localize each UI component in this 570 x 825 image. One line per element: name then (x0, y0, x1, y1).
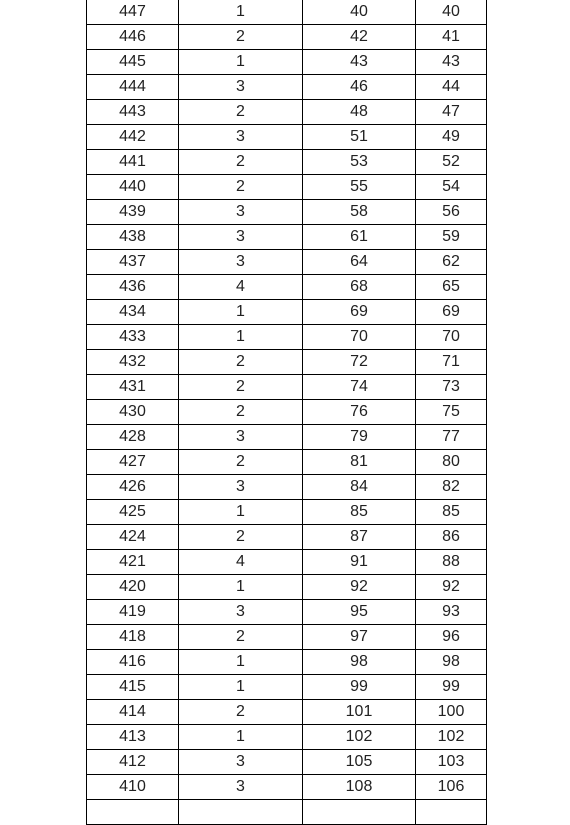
count-cell: 3 (179, 200, 303, 225)
cumulative-cell: 42 (303, 25, 416, 50)
count-cell: 2 (179, 375, 303, 400)
count-cell (179, 800, 303, 825)
score-cell: 420 (87, 575, 179, 600)
rank-cell: 52 (416, 150, 487, 175)
cumulative-cell: 98 (303, 650, 416, 675)
rank-cell: 71 (416, 350, 487, 375)
cumulative-cell: 92 (303, 575, 416, 600)
count-cell: 3 (179, 775, 303, 800)
table-row (87, 650, 487, 675)
rank-cell: 98 (416, 650, 487, 675)
count-cell: 1 (179, 575, 303, 600)
count-cell: 3 (179, 250, 303, 275)
cumulative-cell: 81 (303, 450, 416, 475)
score-cell: 437 (87, 250, 179, 275)
cumulative-cell: 84 (303, 475, 416, 500)
rank-cell: 59 (416, 225, 487, 250)
score-cell: 446 (87, 25, 179, 50)
rank-cell: 73 (416, 375, 487, 400)
count-cell: 1 (179, 650, 303, 675)
cumulative-cell: 102 (303, 725, 416, 750)
table-row (87, 25, 487, 50)
table-row (87, 425, 487, 450)
rank-cell: 80 (416, 450, 487, 475)
count-cell: 2 (179, 150, 303, 175)
count-cell: 1 (179, 325, 303, 350)
score-cell: 416 (87, 650, 179, 675)
count-cell: 2 (179, 25, 303, 50)
cumulative-cell: 87 (303, 525, 416, 550)
score-table-body (87, 0, 487, 825)
score-cell: 440 (87, 175, 179, 200)
score-cell: 442 (87, 125, 179, 150)
table-row (87, 800, 487, 825)
score-cell: 418 (87, 625, 179, 650)
score-cell: 430 (87, 400, 179, 425)
cumulative-cell: 69 (303, 300, 416, 325)
count-cell: 2 (179, 525, 303, 550)
table-row (87, 0, 487, 25)
score-cell: 421 (87, 550, 179, 575)
rank-cell: 82 (416, 475, 487, 500)
score-cell: 414 (87, 700, 179, 725)
score-cell: 436 (87, 275, 179, 300)
rank-cell: 92 (416, 575, 487, 600)
rank-cell: 102 (416, 725, 487, 750)
count-cell: 4 (179, 550, 303, 575)
cumulative-cell: 48 (303, 100, 416, 125)
rank-cell: 47 (416, 100, 487, 125)
table-row (87, 725, 487, 750)
table-row (87, 625, 487, 650)
score-cell: 431 (87, 375, 179, 400)
rank-cell: 106 (416, 775, 487, 800)
count-cell: 3 (179, 475, 303, 500)
score-cell: 443 (87, 100, 179, 125)
rank-cell: 96 (416, 625, 487, 650)
cumulative-cell: 40 (303, 0, 416, 25)
rank-cell: 44 (416, 75, 487, 100)
count-cell: 2 (179, 350, 303, 375)
table-row (87, 275, 487, 300)
table-row (87, 575, 487, 600)
rank-cell: 93 (416, 600, 487, 625)
score-cell: 412 (87, 750, 179, 775)
score-cell: 447 (87, 0, 179, 25)
table-row (87, 175, 487, 200)
table-row (87, 350, 487, 375)
table-row (87, 150, 487, 175)
rank-cell: 56 (416, 200, 487, 225)
rank-cell: 88 (416, 550, 487, 575)
count-cell: 4 (179, 275, 303, 300)
cumulative-cell: 72 (303, 350, 416, 375)
count-cell: 1 (179, 725, 303, 750)
score-cell: 410 (87, 775, 179, 800)
count-cell: 3 (179, 75, 303, 100)
cumulative-cell: 43 (303, 50, 416, 75)
count-cell: 1 (179, 675, 303, 700)
score-cell: 426 (87, 475, 179, 500)
rank-cell: 70 (416, 325, 487, 350)
rank-cell: 99 (416, 675, 487, 700)
score-cell: 424 (87, 525, 179, 550)
cumulative-cell: 85 (303, 500, 416, 525)
score-cell: 432 (87, 350, 179, 375)
count-cell: 1 (179, 300, 303, 325)
table-row (87, 500, 487, 525)
score-cell: 428 (87, 425, 179, 450)
count-cell: 1 (179, 0, 303, 25)
cumulative-cell: 55 (303, 175, 416, 200)
table-row (87, 750, 487, 775)
rank-cell: 41 (416, 25, 487, 50)
cumulative-cell: 95 (303, 600, 416, 625)
cumulative-cell: 101 (303, 700, 416, 725)
cumulative-cell: 58 (303, 200, 416, 225)
cumulative-cell: 46 (303, 75, 416, 100)
score-cell: 441 (87, 150, 179, 175)
rank-cell: 65 (416, 275, 487, 300)
table-row (87, 525, 487, 550)
rank-cell (416, 800, 487, 825)
cumulative-cell: 74 (303, 375, 416, 400)
table-row (87, 300, 487, 325)
table-row (87, 550, 487, 575)
count-cell: 3 (179, 125, 303, 150)
cumulative-cell: 64 (303, 250, 416, 275)
rank-cell: 103 (416, 750, 487, 775)
score-cell: 427 (87, 450, 179, 475)
table-row (87, 375, 487, 400)
rank-cell: 54 (416, 175, 487, 200)
cumulative-cell: 105 (303, 750, 416, 775)
rank-cell: 75 (416, 400, 487, 425)
count-cell: 1 (179, 500, 303, 525)
cumulative-cell: 51 (303, 125, 416, 150)
table-row (87, 125, 487, 150)
table-row (87, 700, 487, 725)
rank-cell: 77 (416, 425, 487, 450)
table-row (87, 775, 487, 800)
count-cell: 3 (179, 225, 303, 250)
table-row (87, 450, 487, 475)
cumulative-cell: 108 (303, 775, 416, 800)
count-cell: 2 (179, 100, 303, 125)
cumulative-cell (303, 800, 416, 825)
score-cell: 413 (87, 725, 179, 750)
table-row (87, 400, 487, 425)
score-cell: 438 (87, 225, 179, 250)
rank-cell: 49 (416, 125, 487, 150)
count-cell: 2 (179, 700, 303, 725)
score-cell: 444 (87, 75, 179, 100)
cumulative-cell: 68 (303, 275, 416, 300)
count-cell: 3 (179, 600, 303, 625)
count-cell: 3 (179, 425, 303, 450)
score-cell: 439 (87, 200, 179, 225)
count-cell: 2 (179, 450, 303, 475)
table-row (87, 100, 487, 125)
rank-cell: 62 (416, 250, 487, 275)
score-cell: 433 (87, 325, 179, 350)
table-row (87, 600, 487, 625)
rank-cell: 40 (416, 0, 487, 25)
rank-cell: 86 (416, 525, 487, 550)
cumulative-cell: 97 (303, 625, 416, 650)
count-cell: 2 (179, 625, 303, 650)
score-cell (87, 800, 179, 825)
count-cell: 2 (179, 400, 303, 425)
table-row (87, 225, 487, 250)
table-row (87, 250, 487, 275)
score-table-container (86, 0, 486, 825)
cumulative-cell: 79 (303, 425, 416, 450)
cumulative-cell: 53 (303, 150, 416, 175)
rank-cell: 85 (416, 500, 487, 525)
table-row (87, 475, 487, 500)
rank-cell: 100 (416, 700, 487, 725)
score-cell: 445 (87, 50, 179, 75)
cumulative-cell: 91 (303, 550, 416, 575)
rank-cell: 43 (416, 50, 487, 75)
cumulative-cell: 70 (303, 325, 416, 350)
score-cell: 425 (87, 500, 179, 525)
count-cell: 1 (179, 50, 303, 75)
table-row (87, 50, 487, 75)
table-row (87, 325, 487, 350)
score-cell: 434 (87, 300, 179, 325)
table-row (87, 75, 487, 100)
rank-cell: 69 (416, 300, 487, 325)
table-row (87, 675, 487, 700)
cumulative-cell: 76 (303, 400, 416, 425)
score-cell: 419 (87, 600, 179, 625)
cumulative-cell: 99 (303, 675, 416, 700)
cumulative-cell: 61 (303, 225, 416, 250)
count-cell: 2 (179, 175, 303, 200)
count-cell: 3 (179, 750, 303, 775)
table-row (87, 200, 487, 225)
score-cell: 415 (87, 675, 179, 700)
score-table (86, 0, 487, 825)
